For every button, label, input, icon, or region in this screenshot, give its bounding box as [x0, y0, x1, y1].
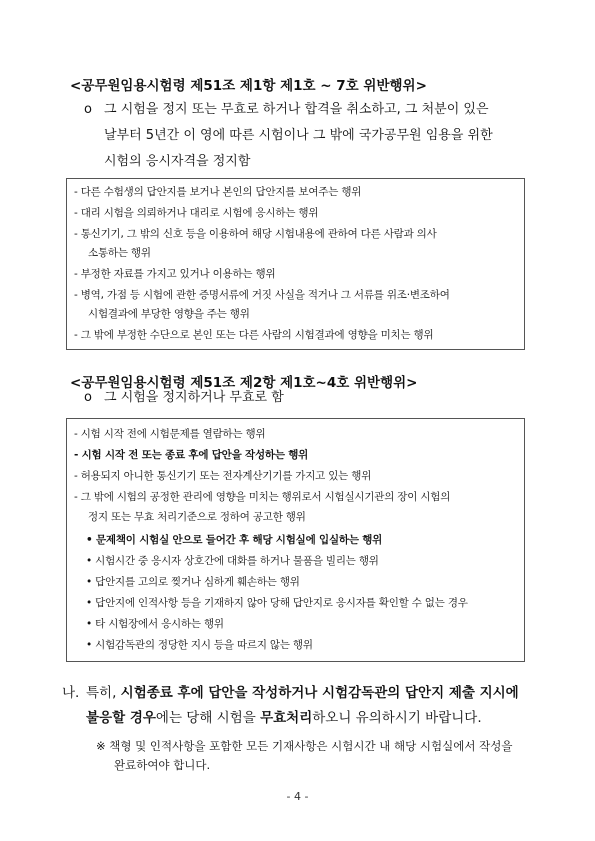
section3-line1-bold: 시험종료 후에 답안을 작성하거나 시험감독관의 답안지 제출 지시에	[120, 685, 519, 701]
violation-item: - 다른 수험생의 답안지를 보거나 본인의 답안지를 보여주는 행위	[74, 186, 362, 198]
violation-item: - 통신기기, 그 밖의 신호 등을 이용하여 해당 시험내용에 관하여 다른 사람과 의사	[74, 228, 437, 240]
section1-heading: <공무원임용시험령 제51조 제1항 제1호 ~ 7호 위반행위>	[70, 78, 427, 94]
section3-label: 나.	[62, 685, 80, 701]
violation-item: - 대리 시험을 의뢰하거나 대리로 시험에 응시하는 행위	[74, 207, 319, 219]
section3-line2-bold-2: 무효처리	[260, 710, 313, 726]
section3-line2-plain-1: 에는 당해 시험을	[155, 710, 261, 726]
violation-item: - 시험 시작 전에 시험문제를 열람하는 행위	[74, 428, 266, 440]
violation-item: - 시험 시작 전 또는 종료 후에 답안을 작성하는 행위	[74, 449, 309, 461]
section1-bullet-line-3: 시험의 응시자격을 정지함	[104, 154, 251, 169]
section1-bullet-marker: o	[84, 102, 92, 117]
violation-sub-item: • 답안지에 인적사항 등을 기재하지 않아 당해 답안지로 응시자를 확인할 수 없는 경우	[86, 597, 468, 609]
section3-note-line-2: 완료하여야 합니다.	[114, 758, 211, 772]
violation-item: - 부정한 자료를 가지고 있거나 이용하는 행위	[74, 268, 276, 280]
violation-item: - 그 밖에 부정한 수단으로 본인 또는 다른 사람의 시험결과에 영향을 미치는 행위	[74, 329, 434, 341]
section1-bullet-line-2: 날부터 5년간 이 영에 따른 시험이나 그 밖에 국가공무원 임용을 위한	[104, 128, 493, 143]
page-number: - 4 -	[286, 790, 309, 803]
section2-violation-box	[66, 418, 525, 662]
section3-line-1	[86, 680, 519, 706]
section1-violation-box	[66, 178, 525, 350]
violation-sub-item: • 시험시간 중 응시자 상호간에 대화를 하거나 물품을 빌리는 행위	[86, 555, 379, 567]
violation-item: - 병역, 가점 등 시험에 관한 증명서류에 거짓 사실을 적거나 그 서류를 위조·변조하여	[74, 289, 450, 301]
violation-sub-item: • 답안지를 고의로 찢거나 심하게 훼손하는 행위	[86, 576, 300, 588]
violation-sub-item: • 시험감독관의 정당한 지시 등을 따르지 않는 행위	[86, 639, 313, 651]
section1-bullet-line-1: 그 시험을 정지 또는 무효로 하거나 합격을 취소하고, 그 처분이 있은	[104, 102, 489, 117]
section3-line-2	[86, 705, 482, 731]
section3-line2-bold-1: 불응할 경우	[86, 710, 156, 726]
section3-line2-plain-2: 하오니 유의하시기 바랍니다.	[312, 710, 482, 726]
section3-line1-plain: 특히,	[86, 685, 121, 701]
violation-item-continuation: 시험결과에 부당한 영향을 주는 행위	[88, 308, 250, 320]
section3-note-line-1: ※ 책형 및 인적사항을 포함한 모든 기재사항은 시험시간 내 해당 시험실에서 작성을	[96, 739, 513, 753]
section2-heading: <공무원임용시험령 제51조 제2항 제1호~4호 위반행위>	[70, 375, 418, 391]
section2-bullet-marker: o	[84, 390, 92, 405]
section2-bullet-line: 그 시험을 정지하거나 무효로 함	[104, 390, 284, 405]
violation-sub-item: • 문제책이 시험실 안으로 들어간 후 해당 시험실에 입실하는 행위	[86, 534, 383, 546]
violation-item: - 허용되지 아니한 통신기기 또는 전자계산기기를 가지고 있는 행위	[74, 470, 372, 482]
violation-item: - 그 밖에 시험의 공정한 관리에 영향을 미치는 행위로서 시험실시기관의 장이 시험의	[74, 491, 451, 503]
violation-item-continuation: 소통하는 행위	[88, 247, 151, 259]
violation-item-continuation: 정지 또는 무효 처리기준으로 정하여 공고한 행위	[88, 511, 306, 523]
violation-sub-item: • 타 시험장에서 응시하는 행위	[86, 618, 224, 630]
